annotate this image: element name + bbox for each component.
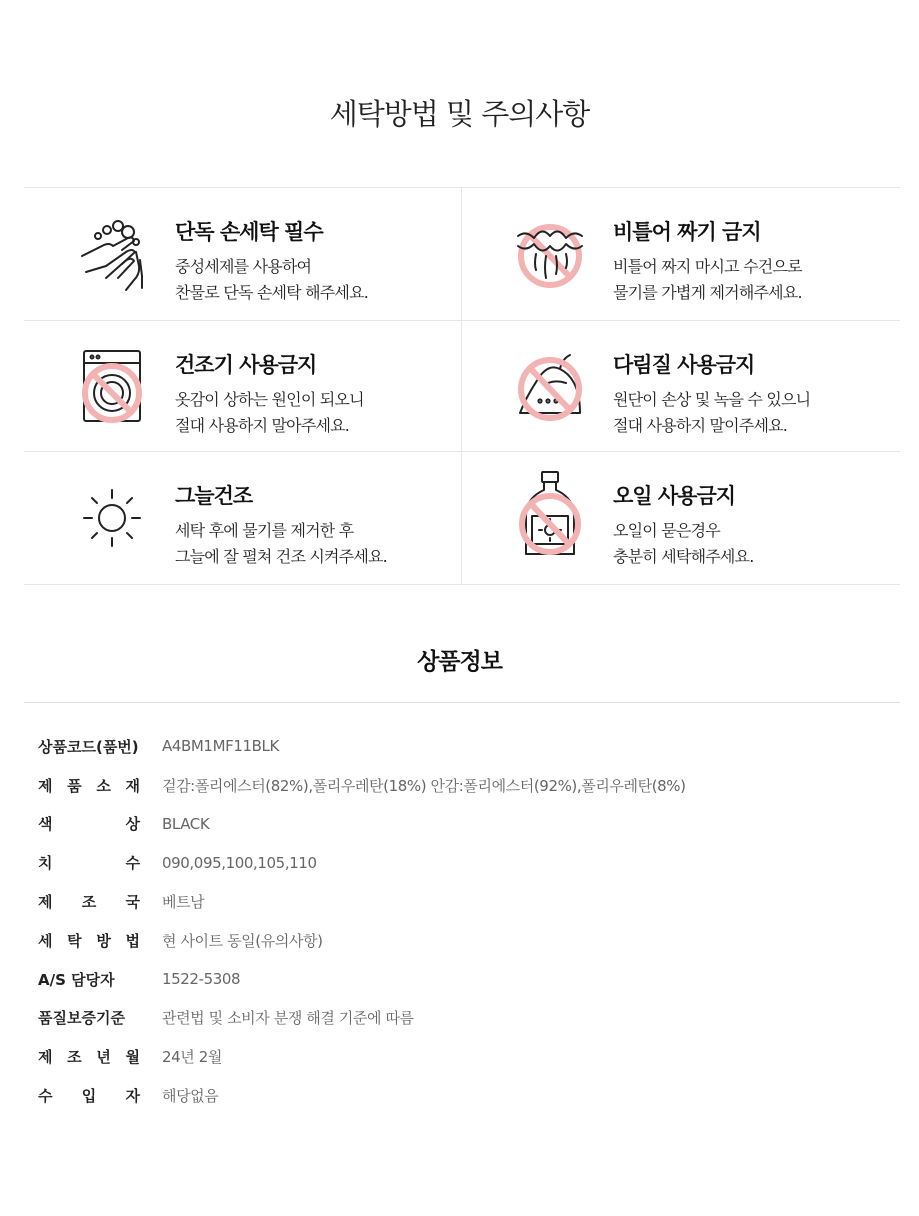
care-item-title: 다림질 사용금지: [613, 353, 755, 377]
product-info-value: 관련법 및 소비자 분쟁 해결 기준에 따름: [162, 1009, 414, 1028]
care-item-text: [175, 349, 455, 439]
care-section-title: 세탁방법 및 주의사항: [329, 97, 590, 131]
care-item-title: 오일 사용금지: [613, 484, 736, 508]
no-dryer-icon: [76, 349, 152, 425]
care-item-desc-line: 절대 사용하지 말아주세요.: [175, 416, 350, 435]
product-info-value: BLACK: [162, 814, 210, 833]
product-info-value: 해당없음: [162, 1087, 219, 1106]
care-item-text: [613, 216, 893, 306]
product-info-row: [38, 882, 878, 921]
care-item-text: [613, 349, 893, 439]
care-item-desc-line: 원단이 손상 및 녹을 수 있으니: [613, 390, 811, 409]
care-item-no-iron: [462, 321, 899, 452]
care-item-desc-line: 오일이 묻은경우: [613, 521, 720, 540]
product-info-label: 제 조 년 월: [38, 1048, 140, 1067]
product-info-value: 현 사이트 동일(유의사항): [162, 931, 323, 950]
product-info-label: 제 품 소 재: [38, 776, 140, 795]
product-info-label: 치 수: [38, 854, 140, 873]
product-info-label: A/S 담당자: [38, 970, 115, 989]
product-info-value: 090,095,100,105,110: [162, 853, 317, 872]
product-info-label: 색 상: [38, 815, 140, 834]
product-info-row: [38, 1076, 878, 1115]
care-item-desc-line: 옷감이 상하는 원인이 되오니: [175, 390, 364, 409]
care-item-text: [175, 216, 455, 306]
shade-dry-sun-icon: [76, 480, 152, 556]
care-item-desc-line: 물기를 가볍게 제거해주세요.: [613, 283, 802, 302]
product-info-row: [38, 1037, 878, 1076]
product-info-row: [38, 766, 878, 805]
product-info-row: [38, 805, 878, 844]
care-item-no-oil: [462, 452, 899, 583]
product-info-row: [38, 843, 878, 882]
care-item-hand-wash: [24, 188, 461, 319]
care-instructions-grid: [24, 187, 900, 585]
care-item-desc-line: 절대 사용하지 말이주세요.: [613, 416, 788, 435]
care-item-text: [613, 480, 893, 570]
care-item-title: 건조기 사용금지: [175, 353, 317, 377]
no-wring-icon: [514, 216, 590, 292]
product-info-value: 1522-5308: [162, 970, 241, 989]
care-item-title: 단독 손세탁 필수: [175, 220, 323, 244]
care-item-title: 그늘건조: [175, 484, 253, 508]
care-item-desc-line: 세탁 후에 물기를 제거한 후: [175, 521, 354, 540]
care-item-title: 비틀어 짜기 금지: [613, 220, 761, 244]
product-info-title: 상품정보: [417, 649, 502, 675]
product-info-label: 세 탁 방 법: [38, 931, 140, 950]
hand-wash-icon: [76, 216, 152, 292]
care-item-no-wring: [462, 188, 899, 319]
care-item-desc-line: 충분히 세탁해주세요.: [613, 547, 754, 566]
product-info-row: [38, 999, 878, 1038]
no-oil-icon: [514, 480, 590, 556]
care-item-shade-dry: [24, 452, 461, 583]
care-item-desc-line: 그늘에 잘 펼쳐 건조 시켜주세요.: [175, 547, 387, 566]
product-info-label: 수 입 자: [38, 1087, 140, 1106]
no-iron-icon: [514, 349, 590, 425]
product-info-value: 24년 2월: [162, 1048, 222, 1067]
care-item-text: [175, 480, 455, 570]
product-info-label: 상품코드(품번): [38, 737, 139, 756]
product-info-value: 겉감:폴리에스터(82%),폴리우레탄(18%) 안감:폴리에스터(92%),폴리우레탄(8%): [162, 776, 686, 795]
product-info-table: [38, 727, 878, 1115]
product-info-value: 베트남: [162, 893, 205, 912]
care-item-desc-line: 찬물로 단독 손세탁 해주세요.: [175, 283, 369, 302]
product-info-value: A4BM1MF11BLK: [162, 737, 279, 756]
product-info-row: [38, 727, 878, 766]
care-item-desc-line: 중성세제를 사용하여: [175, 257, 312, 276]
care-item-no-dryer: [24, 321, 461, 452]
product-info-label: 품질보증기준: [38, 1009, 125, 1028]
product-info-divider: [24, 702, 900, 703]
product-info-label: 제 조 국: [38, 893, 140, 912]
care-item-desc-line: 비틀어 짜지 마시고 수건으로: [613, 257, 802, 276]
product-info-row: [38, 921, 878, 960]
product-info-row: [38, 960, 878, 999]
